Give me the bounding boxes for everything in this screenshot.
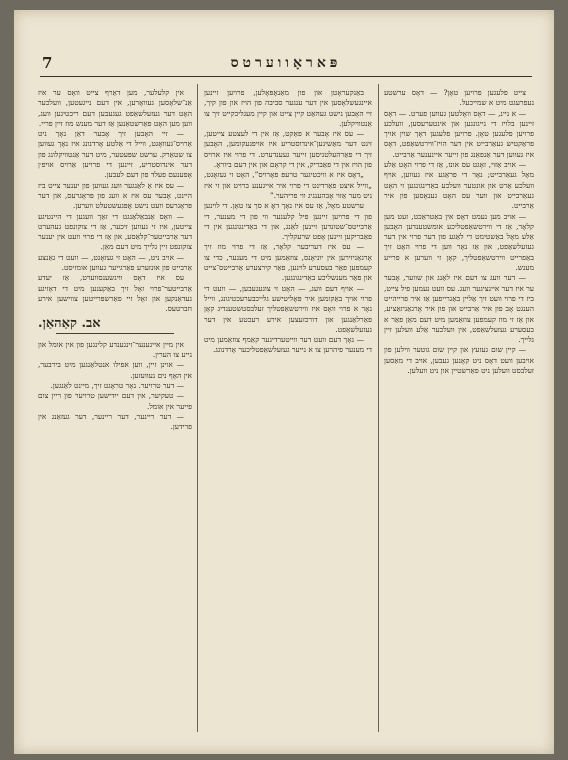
- paragraph: — אויב ניט, — האָט זי געזאָגט, — וועט די גאַנצע אַרבייט פון אונזערע פאַרגייער געווען אומזיסט.: [38, 252, 192, 273]
- paragraph: — נאָך דעם וועט דער ווייטערדיגער קאַמף צוזאַמען מיט די מענער פיהרען צו א נייער געזעלשאַפטליכער אָרדנונג.: [204, 335, 372, 355]
- column-right: [384, 88, 534, 730]
- poem-line: — טעקיער, אין דעם ייִדישען טרויער פון ריין צום פייער אין אומל.: [38, 391, 192, 411]
- page-number: 7: [42, 54, 53, 72]
- newspaper-page: [14, 10, 554, 754]
- poem-line: — דער טרויער. נאָר טראָגט זיך, מיינט לאַנגען.: [50, 381, 184, 391]
- column-left: [38, 88, 192, 730]
- paragraph: — אויב אַזוי, זאָגט עס אונז, אַז די פרוי האָט אַלע מאָל געאַרבייט; נאָר די פראַגע איז געווען, אויף וועלכע אַרט און אונטער וועלכע באַדינגונגען זי האָט געאַרבייט און ווער עס האָט גענאָסען פון איר אַרבייט.: [384, 160, 534, 211]
- column-rule: [378, 84, 379, 732]
- paragraph: „דאָס איז א וויכטיגער טרעפּ פאָרויס”, האָט זי געזאָגט, „ווייל איצט פאַרדינט די פרוי איר אייגענע ברויט און זי איז ניט מער אַזוי אָבהענגיג ווי פריהער.”: [204, 170, 372, 200]
- column-rule: [197, 84, 198, 732]
- paragraph: — עס איז דעריבער קלאָר, אַז די פרוי מוז זיך אָרגאַניזירען אין יוניאָנס, צוזאַמען מיט די מענער, כדי צו קעמפען פאַר בעסערע לוינען, פאַר קירצערע אַרבייטס־צייט און פאַר מענשליכע באַדינגונגען.: [204, 242, 372, 283]
- paragraph: — א ניינ, — דאָס וואָלטען געווען פערט. — דאָס זיינען בלויז די נייגונגען און אינטערעסען, וועלכע פרויען פלעגען טאָן. פרויען פלעגען דאָך שוין אויך פראַקטיש געאַרבייט אין דער הויז־ווירטשאַפט, דאָס איז געווען דער אַנפאַנג פון זייער איינענער אַרבייט.: [384, 108, 534, 159]
- paragraph: עס איז דאָס ווינשענסווערט, אַז יעדע אַרבייטער־פרוי זאָל זיך באַקענען מיט די דאָזיגע געדאַנקען און זאָל זיי פאַרשפּרייטען צווישען אירע חברטעס.: [38, 273, 192, 314]
- masthead: פּאראָווערטס: [230, 55, 342, 71]
- poem-line: — אוינן זיין, ווען אפילו אנטלאַנגען מיט בירבער, אין האָף נים נעוועזען.: [38, 360, 192, 380]
- paragraph: — אויב מען נעמט דאָס אין באַטראַכט, זעט מען קלאָר, אַז די ווירטשאַפטליכע אומשטענדען האָבען אַלע מאָל באַשטימט די לאַגע פון דער פרוי אין דער געזעלשאַפט, און אַז נאָר ווען די פרוי האָט זיך באַפרייט ווירטשאַפטליך, קאָן זי ווערען א פרייע מענש.: [384, 211, 534, 273]
- section-divider: [56, 333, 174, 336]
- paragraph: — וואָס אַנבאַלאַנגט די זאַך וועגען די היינטיגע צייטען, איז זי געווען זיכער, אַז די צוקונפט געהערט דער אַרבייטער־קלאַסע, און אַז די פרוי וועט אין יענער צוקונפט זיין גלייך מיט דעם מאַן.: [38, 211, 192, 252]
- poem-line: — דער ריינער, דער ריינער, דער געזאַנג אין פרידען.: [38, 411, 192, 432]
- paragraph: אין קלעלער, מען דאַרף צייט וואָס ער איז אַנ־שלאָסען געוואָרען, אין דעם נייגעטען, וועלכער האָט דער געזעלשאַפט געגעבען דעם ריכטיגען וועג, ווען מען האָט פאַרשטאַנען אַז דער מענש מוז זיין פריי.: [38, 88, 192, 128]
- paragraph: צייט פלעגען פרויען טאָן? — דאָס ערשטע נעפרעגט מיט א שמייכעל.: [384, 88, 534, 108]
- author-signature: אב. קאַהאַן.: [38, 315, 101, 331]
- paragraph: — דער וועג צו דעם איז לאַנג און שווער, אָבער ער איז דער איינציגער וועג. עס וועט נעמען פיל צייט, ביז די פרוי וועט זיך אַליין באַגרייפען אַז איר פרייהייט הענגט אָב פון איר אַרבייט און פון איר אָרגאַניזאַציע, און אַז זי מוז קעמפען צוזאַמען מיט דעם מאַן פאַר א בעסערע געזעלשאַפט, אין וועלכער אַלע וועלען זיין גלייך.: [384, 273, 534, 345]
- paragraph: — קיין שום געזעץ און קיין שום גוטער ווילען פון אויבען וועט דאָס ניט קאָנען געבען, אויב די מאַסען זעלבסט וועלען ניט פאַרשטיין און ניט וועלען.: [384, 345, 534, 376]
- paragraph: — אויף דעם וועג, — האָט זי צוגעגעבען, — וועט די פרוי אויך באַקומען איר פּאָליטישע גלייכבערעכטיגונג, ווייל נאָר א פרוי וואָס איז ווירטשאַפטליך זעלבסטשטענדיג קאָן פאַרלאַנגען און דורכזעצען אירע רעכטע אין דער געזעלשאַפט.: [204, 283, 372, 334]
- column-middle: [204, 88, 372, 730]
- paragraph: — זיי האָבען זיך אָבער דאַן נאָך ניט אַרויס־געוואָגט, ווייל די אַלטע אָרדנונג איז נאָך געווען צו שטאַרק. ערשט שפּעטער, מיט דער אַנטוויקלונג פון דער אינדוסטריע, זיינען די פרויען אַרויס אויפ׳ן אָפענעם פעלד פון דעם לעבען.: [38, 129, 192, 180]
- paragraph: באַנקעראָטן און פון מאַנאָפּאָלען, פרויען זיינען איינגעשלאָסען אין דער ענגער סביבה פון הויז און פון קיך, זיי האָבען נישט געהאַט קיין צייט און קיין מעגליכקייט זיך צו אַנטוויקלען.: [204, 88, 372, 128]
- poem-line: אין מיין אייגענער־זינגענדע קלינגען פון אין אומל און נייע צו הערין.: [38, 339, 192, 360]
- paragraph: — עס איז אַ לאַנגער וועג געווען פון יענער צייט ביז היינט, אָבער עס איז א וועג פון פּראָגרעס, און דער פּראָגרעס וועט נישט אָפּגעשטעלט ווערען.: [38, 180, 192, 211]
- page-header: [40, 54, 532, 77]
- paragraph: — עס איז אָבער א פאַקט, אַז אין די לעצטע צייטען, זינט דער מאַשינען־אינדוסטריע איז אויפגעקומען, האָבען זיך די פאַרהעלטניסען זייער געענדערט. די פרוי איז ארויס פון הויז אין די פאַבריק, אין די קראָם און אין דעם ביוראָ.: [204, 129, 372, 170]
- paragraph: ערשטע מאָל, אַז עס איז נאָך דאָ א סך צו טאָן. די לוינען פון די פרויען זיינען פיל קלענער ווי פון די מענער, די אַרבייטס־שטונדען זיינען לאַנג, און די באַדינגונגען אין די פאַבריקען זיינען אָפט שרעקליך.: [204, 201, 372, 242]
